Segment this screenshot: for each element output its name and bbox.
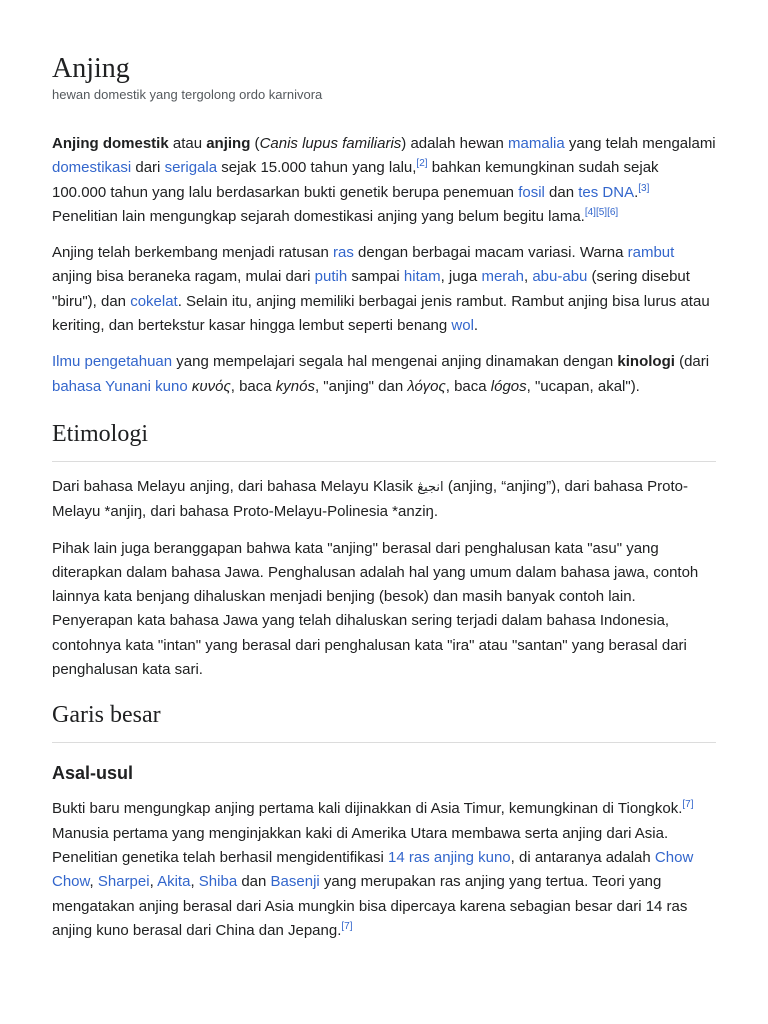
link-rambut[interactable]: rambut (627, 244, 675, 262)
text: Penelitian lain mengungkap sejarah domestikasi anjing yang belum begitu lama. (52, 207, 585, 225)
text: , baca (230, 377, 276, 395)
link-mamalia[interactable]: mamalia (508, 135, 565, 152)
jawi-script: انجيڠ (417, 479, 444, 495)
text: , (89, 873, 98, 891)
text: Manusia pertama yang menginjakkan kaki di Amerika Utara membawa serta anjing dari Asia. Penelitian genetika telah berhasil mengidentifikasi (52, 824, 669, 866)
link-basenji[interactable]: Basenji (270, 873, 320, 891)
citation-4-5-6[interactable]: [4][5][6] (584, 206, 619, 218)
link-ilmu-pengetahuan[interactable]: Ilmu pengetahuan (52, 353, 173, 371)
text: yang telah mengalami (564, 135, 716, 152)
citation-2[interactable]: [2] (416, 158, 428, 170)
link-chow-chow[interactable]: Chow Chow (52, 848, 694, 891)
subsection-heading-asal-usul: Asal-usul (52, 763, 134, 784)
citation-7[interactable]: [7] (341, 920, 353, 932)
text: (dari (674, 353, 710, 371)
text: Anjing telah berkembang menjadi ratusan (52, 244, 334, 262)
term-kinologi: kinologi (617, 353, 675, 371)
text: sampai (347, 268, 404, 286)
link-wol[interactable]: wol (451, 317, 474, 335)
section-heading-garis-besar: Garis besar (52, 700, 716, 743)
translit-logos: lógos (490, 377, 527, 395)
text: Bukti baru mengungkap anjing pertama kali dijinakkan di Asia Timur, kemungkinan di Tiongkok. (52, 800, 683, 818)
text: , "anjing" dan (314, 377, 408, 395)
link-putih[interactable]: putih (314, 268, 348, 286)
text: . Selain itu, anjing memiliki berbagai jenis rambut. Rambut anjing bisa lurus atau keriting, dan bertekstur kasar hingga lembut seperti benang (52, 292, 710, 335)
text: dari (131, 159, 165, 177)
link-cokelat[interactable]: cokelat (130, 292, 178, 310)
text: yang merupakan ras anjing yang tertua. Teori yang mengatakan anjing berasal dari Asia mungkin bisa dipercaya karena sebagian besar dari 14 ras anjing kuno berasal dari China dan Jepang. (52, 873, 688, 939)
link-serigala[interactable]: serigala (164, 159, 218, 177)
greek-logos: λόγος (407, 377, 446, 395)
text: , di antaranya adalah (510, 848, 655, 866)
asal-usul-paragraph-1 (52, 797, 716, 943)
text: sejak 15.000 tahun yang lalu, (217, 159, 417, 177)
intro-paragraph-1 (52, 132, 716, 229)
text: (anjing, “anjing”), dari bahasa Proto-Melayu *anjiŋ, dari bahasa Proto-Melayu-Polinesia *anziŋ. (52, 477, 688, 521)
text: dan (237, 873, 271, 891)
text: dan (544, 183, 579, 201)
link-sharpei[interactable]: Sharpei (97, 873, 150, 891)
text: , (523, 268, 533, 286)
text: ( (250, 135, 260, 152)
text: ) adalah hewan (401, 135, 509, 152)
text: , (190, 873, 199, 891)
citation-7[interactable]: [7] (682, 799, 694, 811)
link-hitam[interactable]: hitam (403, 268, 441, 286)
text: (sering disebut "biru"), dan (52, 268, 690, 310)
term-anjing: anjing (206, 135, 251, 152)
link-abu-abu[interactable]: abu-abu (532, 268, 588, 286)
link-fosil[interactable]: fosil (518, 183, 545, 201)
text: , (149, 873, 158, 891)
etimologi-paragraph-2: Pihak lain juga beranggapan bahwa kata "anjing" berasal dari penghalusan kata "asu" yang diterapkan dalam bahasa Jawa. Penghalusan adalah hal yang umum dalam bahasa jawa, contoh lainnya kata benjang dihaluskan menjadi benjing (besok) dan masih banyak contoh lain. Penyerapan kata bahasa Jawa yang telah dihaluskan sering terjadi dalam bahasa Indonesia, contohnya kata "intan" yang berasal dari penghalusan kata "ira" atau "santan" yang berasal dari penghalusan kata sari. (52, 539, 699, 679)
page-title: Anjing (52, 53, 130, 84)
link-14-ras-anjing-kuno[interactable]: 14 ras anjing kuno (388, 848, 511, 866)
citation-3[interactable]: [3] (638, 182, 650, 194)
text: bahkan kemungkinan sudah sejak 100.000 tahun yang lalu berdasarkan bukti genetik berupa penemuan (52, 159, 659, 201)
etimologi-paragraph-1 (52, 475, 716, 525)
link-tes-dna[interactable]: tes DNA (578, 183, 635, 201)
translit-kynos: kynós (275, 377, 315, 395)
text: Dari bahasa Melayu anjing, dari bahasa Melayu Klasik (52, 477, 418, 495)
text: yang mempelajari segala hal mengenai anjing dinamakan dengan (172, 353, 618, 371)
text: atau (168, 135, 207, 152)
text: . (473, 317, 479, 335)
text: dengan berbagai macam variasi. Warna (353, 244, 628, 262)
greek-kynos: κυνός (191, 377, 231, 395)
text: , "ucapan, akal"). (526, 377, 640, 395)
section-heading-etimologi: Etimologi (52, 419, 716, 462)
link-ras[interactable]: ras (333, 244, 354, 262)
link-shiba[interactable]: Shiba (198, 873, 238, 891)
link-akita[interactable]: Akita (157, 873, 191, 891)
text: . (634, 183, 639, 201)
term-anjing-domestik: Anjing domestik (52, 135, 169, 152)
link-merah[interactable]: merah (481, 268, 524, 286)
intro-paragraph-2 (52, 241, 716, 338)
text: , juga (440, 268, 482, 286)
page-subtitle: hewan domestik yang tergolong ordo karnivora (52, 87, 323, 102)
link-domestikasi[interactable]: domestikasi (52, 159, 132, 177)
text: , baca (445, 377, 491, 395)
binomial-name: Canis lupus familiaris (259, 135, 402, 152)
intro-paragraph-3 (52, 350, 716, 399)
text: anjing bisa beraneka ragam, mulai dari (52, 268, 315, 286)
link-bahasa-yunani-kuno[interactable]: bahasa Yunani kuno (52, 377, 188, 395)
